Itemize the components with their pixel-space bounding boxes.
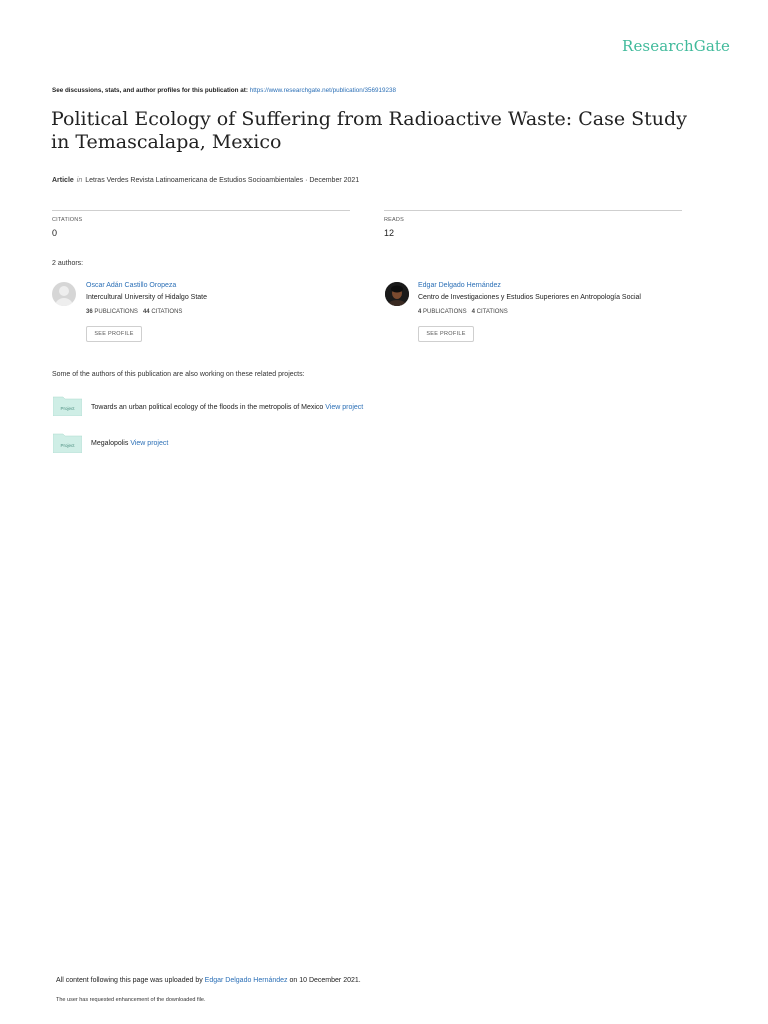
- author-institution: Intercultural University of Hidalgo State: [86, 294, 207, 301]
- journal-date: Letras Verdes Revista Latinoamericana de Estudios Socioambientales · December 2021: [85, 177, 360, 184]
- article-type: Article: [52, 177, 74, 184]
- project-icon-label: Project: [60, 443, 75, 448]
- author-citations-label: CITATIONS: [476, 309, 508, 315]
- author-citations-count: 4: [471, 309, 475, 315]
- see-profile-button[interactable]: SEE PROFILE: [86, 326, 142, 342]
- author-name-link[interactable]: Edgar Delgado Hernández: [418, 282, 501, 289]
- author-photo-icon: [385, 282, 409, 306]
- project-title: Megalopolis: [91, 440, 129, 447]
- view-project-link[interactable]: View project: [130, 440, 169, 447]
- view-project-link[interactable]: View project: [325, 404, 364, 411]
- person-placeholder-icon: [52, 282, 76, 306]
- author-avatar[interactable]: [52, 282, 76, 306]
- footer-suffix: on 10 December 2021.: [287, 977, 361, 984]
- related-projects-heading: Some of the authors of this publication are also working on these related projects:: [52, 371, 305, 378]
- author-publications-count: 36: [86, 309, 93, 315]
- author-stats: [86, 309, 182, 315]
- author-publications-label: PUBLICATIONS: [94, 309, 138, 315]
- publication-url-link[interactable]: https://www.researchgate.net/publication/356919238: [249, 87, 397, 94]
- meta-in: in: [76, 177, 83, 184]
- see-profile-button[interactable]: SEE PROFILE: [418, 326, 474, 342]
- author-avatar[interactable]: [385, 282, 409, 306]
- upload-footer: [56, 977, 361, 984]
- publication-meta: [52, 177, 359, 184]
- citations-value: 0: [52, 228, 58, 238]
- author-citations-count: 44: [142, 309, 150, 315]
- authors-heading: 2 authors:: [52, 260, 84, 267]
- project-title: Towards an urban political ecology of the floods in the metropolis of Mexico: [91, 404, 324, 411]
- footer-prefix: All content following this page was uploaded by: [56, 977, 205, 984]
- enhancement-note: The user has requested enhancement of the downloaded file.: [56, 997, 206, 1003]
- citations-label: CITATIONS: [52, 217, 83, 223]
- author-publications-count: 4: [418, 309, 422, 315]
- author-citations-label: CITATIONS: [151, 309, 183, 315]
- author-stats: [418, 309, 508, 315]
- discussion-text: See discussions, stats, and author profiles for this publication at:: [52, 87, 250, 94]
- reads-value: 12: [384, 228, 395, 238]
- author-name-link[interactable]: Oscar Adán Castillo Oropeza: [86, 282, 177, 289]
- reads-label: READS: [384, 217, 404, 223]
- project-item: [91, 440, 168, 447]
- discussion-line: [52, 87, 396, 94]
- project-icon-label: Project: [60, 406, 75, 411]
- uploader-link[interactable]: Edgar Delgado Hernández: [204, 977, 288, 984]
- citations-divider: [52, 210, 350, 211]
- reads-divider: [384, 210, 682, 211]
- researchgate-logo[interactable]: ResearchGate: [622, 37, 730, 55]
- project-folder-icon: [53, 433, 82, 453]
- author-institution: Centro de Investigaciones y Estudios Superiores en Antropología Social: [418, 294, 641, 301]
- project-folder-icon: [53, 396, 82, 416]
- project-item: [91, 404, 363, 411]
- page-title: Political Ecology of Suffering from Radioactive Waste: Case Study in Temascalapa, Mexico: [51, 108, 687, 153]
- author-publications-label: PUBLICATIONS: [423, 309, 467, 315]
